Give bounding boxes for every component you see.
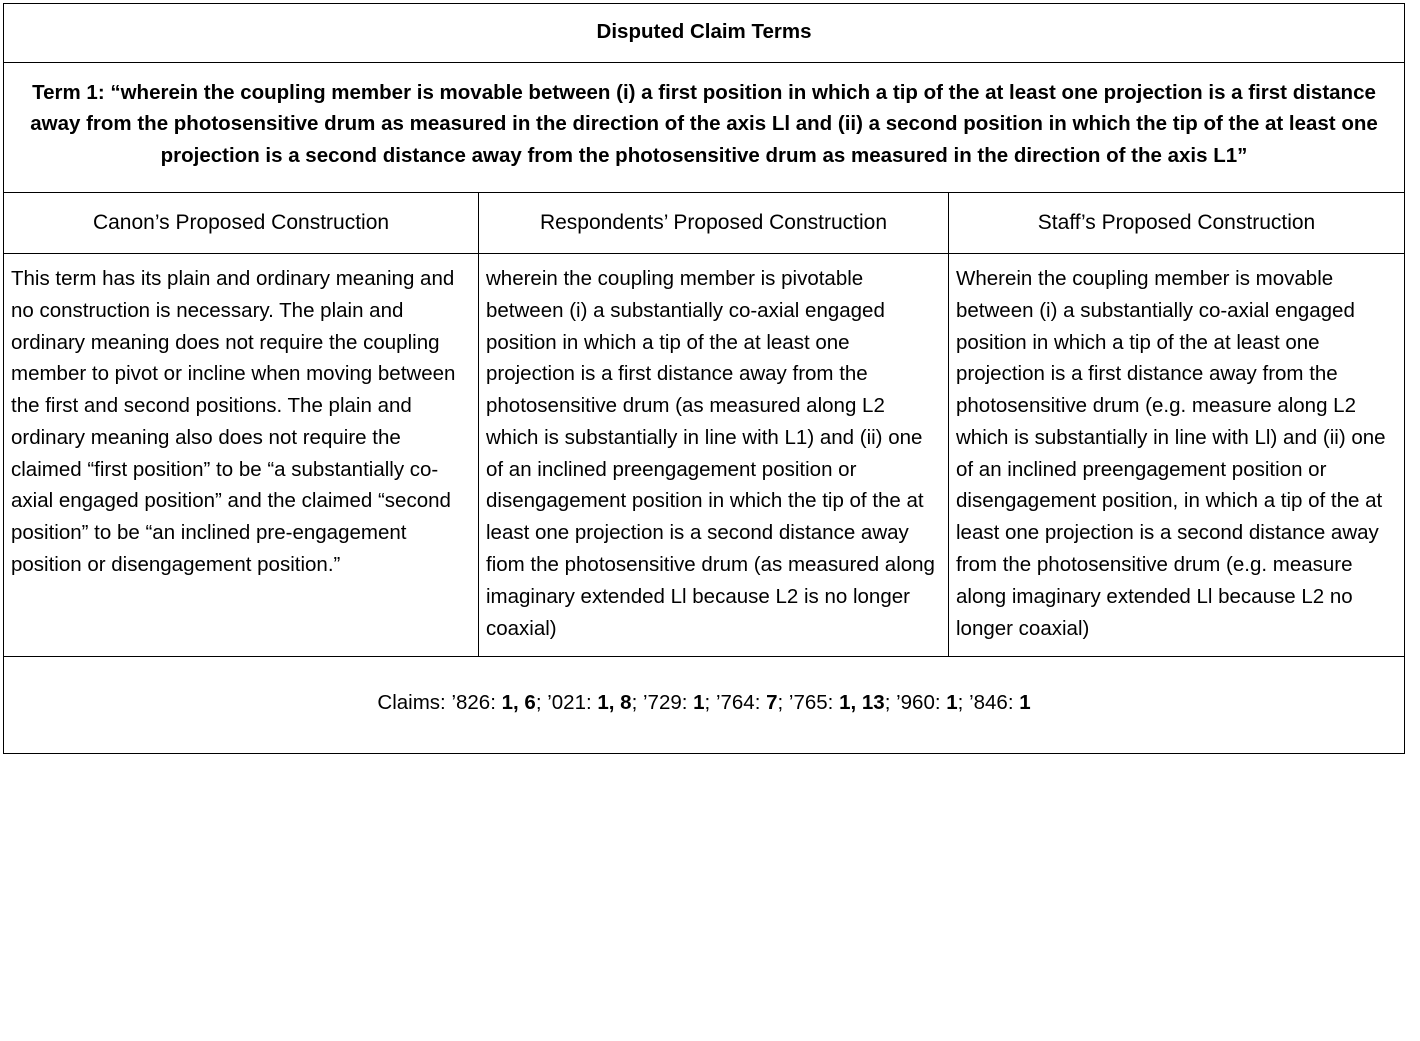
claims-numbers: 1 xyxy=(693,691,705,715)
construction-respondents: wherein the coupling member is pivotable between (i) a substantially co-axial engaged position in which a tip of the at least one projection is a first distance away from the photosensitive drum (as measured along L2 which is substantially in line with L1) and (ii) one of an inclined preengagement position or disengagement position in which the tip of the at least one projection is a second distance away fiom the photosensitive drum (as measured along imaginary extended Ll because L2 is no longer coaxial) xyxy=(479,254,949,657)
claims-patent-label: ’764: xyxy=(715,691,767,715)
claims-footer-row xyxy=(4,657,1405,754)
claims-separator: ; xyxy=(535,691,548,715)
claims-patent-label: ’729: xyxy=(642,691,694,715)
claims-separator: ; xyxy=(777,691,789,715)
claims-numbers: 1 xyxy=(946,691,958,715)
claims-separator: ; xyxy=(704,691,716,715)
claims-numbers: 1 xyxy=(1019,691,1031,715)
term-statement-row xyxy=(4,62,1405,192)
column-header-staff: Staff’s Proposed Construction xyxy=(949,192,1405,253)
claims-footer xyxy=(4,657,1405,754)
disputed-claim-terms-table xyxy=(3,3,1405,754)
claims-separator: ; xyxy=(957,691,970,715)
claims-numbers: 7 xyxy=(766,691,778,715)
column-header-respondents: Respondents’ Proposed Construction xyxy=(479,192,949,253)
claims-separator: ; xyxy=(884,691,897,715)
construction-canon: This term has its plain and ordinary meaning and no construction is necessary. The plain and ordinary meaning does not require the coupling member to pivot or incline when moving between the first and second positions. The plain and ordinary meaning also does not require the claimed “first position” to be “a substantially co-axial engaged position” and the claimed “second position” to be “an inclined pre-engagement position or disengagement position.” xyxy=(4,254,479,657)
column-header-row xyxy=(4,192,1405,253)
claims-numbers: 1, 13 xyxy=(839,691,885,715)
claims-separator: ; xyxy=(631,691,643,715)
claims-entries xyxy=(451,691,1030,714)
table-title: Disputed Claim Terms xyxy=(4,4,1405,63)
claims-patent-label: ’960: xyxy=(896,691,947,715)
claims-patent-label: ’021: xyxy=(547,691,598,715)
claims-label: Claims: xyxy=(377,691,452,715)
construction-row xyxy=(4,254,1405,657)
claims-patent-label: ’765: xyxy=(788,691,840,715)
claims-patent-label: ’826: xyxy=(451,691,502,715)
claims-numbers: 1, 8 xyxy=(597,691,632,715)
claims-patent-label: ’846: xyxy=(969,691,1020,715)
construction-staff: Wherein the coupling member is movable between (i) a substantially co-axial engaged position in which a tip of the at least one projection is a first distance away from the photosensitive drum (e.g. measure along L2 which is substantially in line with Ll) and (ii) one of an inclined preengagement position or disengagement position, in which a tip of the at least one projection is a second distance away from the photosensitive drum (e.g. measure along imaginary extended Ll because L2 no longer coaxial) xyxy=(949,254,1405,657)
claims-numbers: 1, 6 xyxy=(501,691,536,715)
term-statement: Term 1: “wherein the coupling member is movable between (i) a first position in which a tip of the at least one projection is a first distance away from the photosensitive drum as measured in the direction of the axis Ll and (ii) a second position in which the tip of the at least one projection is a second distance away from the photosensitive drum as measured in the direction of the axis L1” xyxy=(4,62,1405,192)
table-title-row xyxy=(4,4,1405,63)
column-header-canon: Canon’s Proposed Construction xyxy=(4,192,479,253)
